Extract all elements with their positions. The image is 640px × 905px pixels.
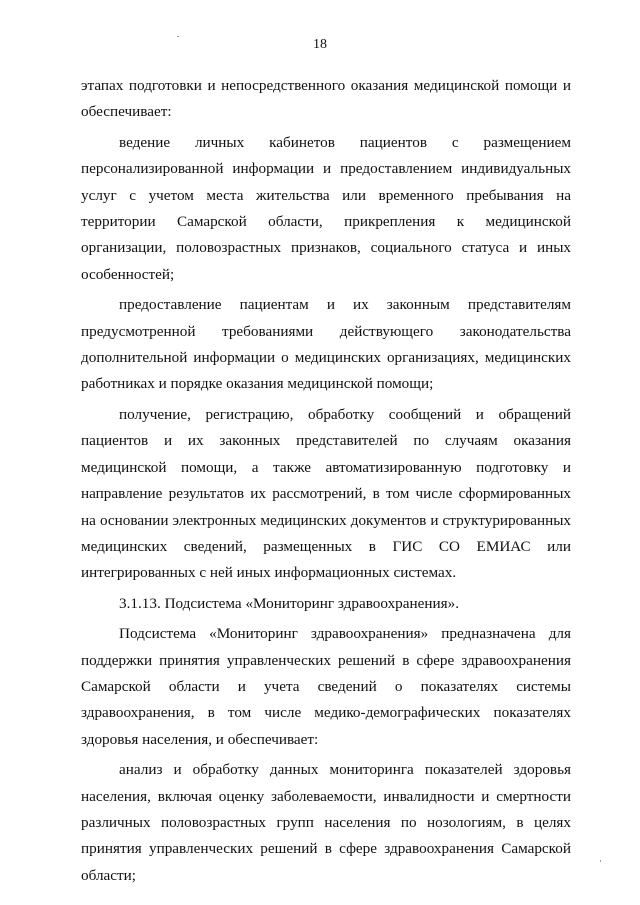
section-heading-3-1-13: 3.1.13. Подсистема «Мониторинг здравоохранения». (119, 594, 460, 612)
paragraph-personal-accounts: ведение личных кабинетов пациентов с размещением персонализированной информации и предоставлением индивидуальных услуг с учетом места жительства или временного пребывания на территории Самарской области, прикрепления к медицинской организации, половозрастных признаков, социального статуса и иных особенностей; (81, 133, 571, 283)
paragraph-monitoring-purpose: Подсистема «Мониторинг здравоохранения» предназначена для поддержки принятия управленческих решений в сфере здравоохранения Самарской области и учета сведений о показателях системы здравоохранения, в том числе медико-демографических показателях здоровья населения, и обеспечивает: (81, 625, 571, 748)
paragraph-monitoring-analysis: анализ и обработку данных мониторинга показателей здоровья населения, включая оценку заболеваемости, инвалидности и смертности различных половозрастных групп населения по нозологиям, в целях принятия управленческих решений в сфере здравоохранения Самарской области; (81, 761, 571, 884)
paragraph-continuation: этапах подготовки и непосредственного оказания медицинской помощи и обеспечивает: (81, 77, 571, 121)
scan-speck (177, 36, 179, 37)
paragraph-appeals-processing: получение, регистрацию, обработку сообщений и обращений пациентов и их законных представителей по случаям оказания медицинской помощи, а также автоматизированную подготовку и направление результатов их рассмотрений, в том числе сформированных на основании электронных медицинских документов и структурированных медицинских сведений, размещенных в ГИС СО ЕМИАС или интегрированных с ней иных информационных системах. (81, 405, 571, 582)
page-number: 18 (313, 37, 327, 52)
document-body (81, 73, 571, 889)
paragraph-information-provision: предоставление пациентам и их законным представителям предусмотренной требованиями действующего законодательства дополнительной информации о медицинских организациях, медицинских работниках и порядке оказания медицинской помощи; (81, 296, 571, 393)
scan-speck (600, 860, 601, 862)
